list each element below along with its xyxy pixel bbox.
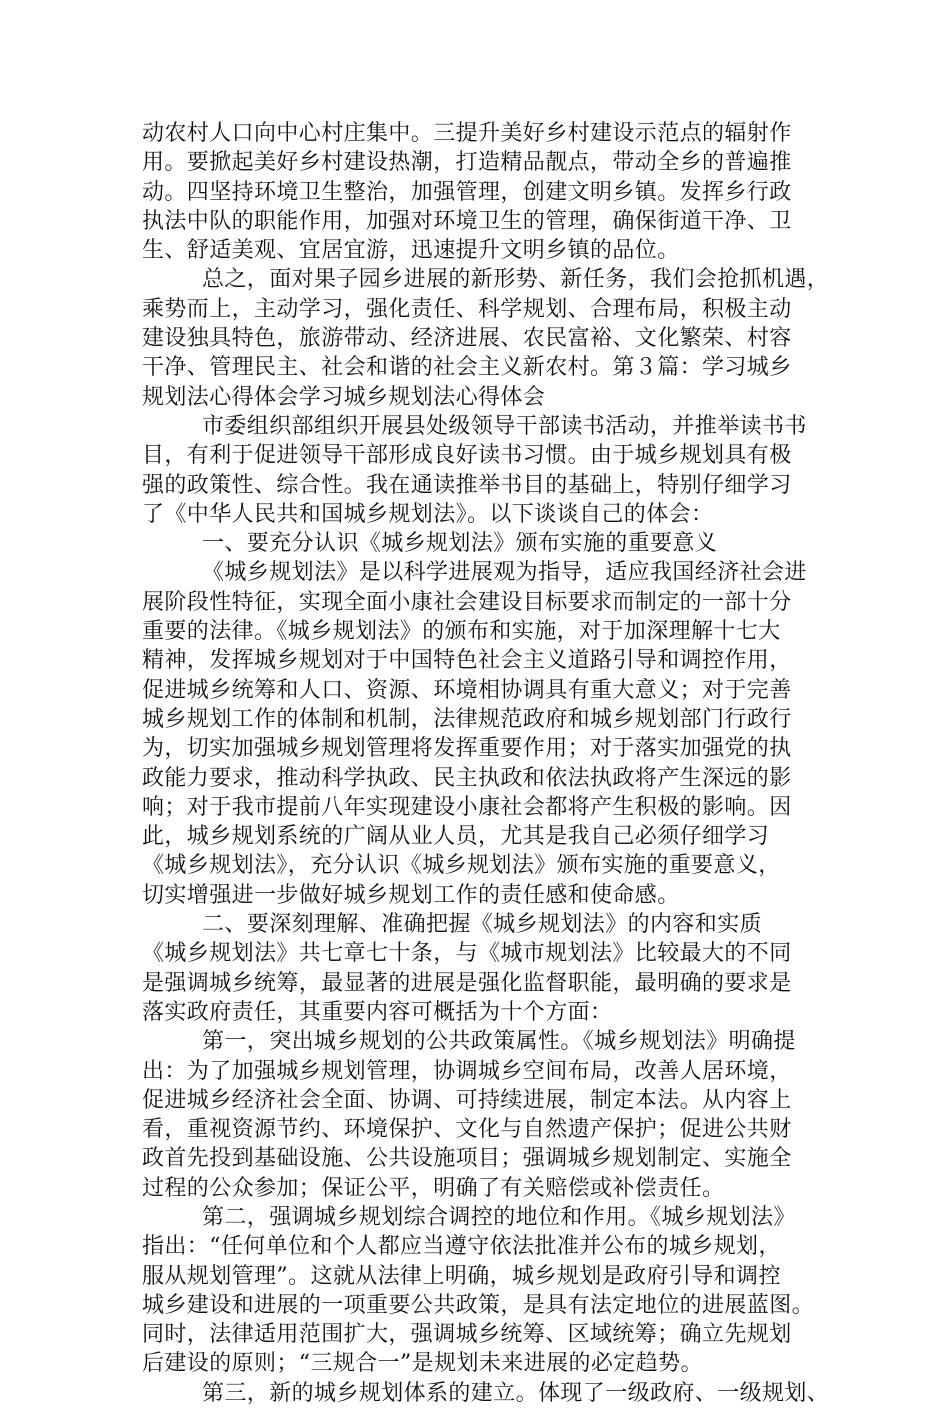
text-line: 重要的法律。《城乡规划法》的颁布和实施，对于加深理解十七大 [142, 619, 781, 645]
text-line: 用。要掀起美好乡村建设热潮，打造精品靓点，带动全乡的普遍推 [142, 150, 792, 176]
document-body [142, 119, 830, 1408]
text-line: 精神，发挥城乡规划对于中国特色社会主义道路引导和调控作用， [142, 648, 792, 674]
text-line: 同时，法律适用范围扩大，强调城乡统筹、区域统筹；确立先规划 [142, 1322, 792, 1348]
text-line: 《城乡规划法》，充分认识《城乡规划法》颁布实施的重要意义， [142, 853, 781, 879]
text-line: 强的政策性、综合性。我在通读推举书目的基础上，特别仔细学习 [142, 472, 792, 498]
text-line: 乘势而上，主动学习，强化责任、科学规划、合理布局，积极主动 [142, 296, 792, 322]
text-line: 了《中华人民共和国城乡规划法》。以下谈谈自己的体会： [142, 501, 714, 527]
text-line: 促进城乡统筹和人口、资源、环境相协调具有重大意义；对于完善 [142, 677, 792, 703]
text-line: 后建设的原则；“三规合一”是规划未来进展的必定趋势。 [142, 1351, 703, 1377]
text-line: 动。四坚持环境卫生整治，加强管理，创建文明乡镇。发挥乡行政 [142, 179, 792, 205]
text-line: 第一，突出城乡规划的公共政策属性。《城乡规划法》明确提 [202, 1029, 796, 1055]
text-line: 总之，面对果子园乡进展的新形势、新任务，我们会抢抓机遇， [202, 267, 830, 293]
text-line: 城乡建设和进展的一项重要公共政策，是具有法定地位的进展蓝图。 [142, 1292, 815, 1318]
text-line: 指出：“任何单位和个人都应当遵守依法批准并公布的城乡规划， [142, 1234, 781, 1260]
text-line: 出：为了加强城乡规划管理，协调城乡空间布局，改善人居环境， [142, 1058, 792, 1084]
text-line: 响；对于我市提前八年实现建设小康社会都将产生积极的影响。因 [142, 794, 792, 820]
text-line: 二、要深刻理解、准确把握《城乡规划法》的内容和实质 [202, 912, 763, 938]
text-line: 建设独具特色，旅游带动、经济进展、农民富裕、文化繁荣、村容 [142, 326, 792, 352]
text-line: 政能力要求，推动科学执政、民主执政和依法执政将产生深远的影 [142, 765, 792, 791]
text-line: 展阶段性特征，实现全面小康社会建设目标要求而制定的一部十分 [142, 589, 792, 615]
text-line: 第三，新的城乡规划体系的建立。体现了一级政府、一级规划、 [202, 1380, 830, 1406]
text-line: 政首先投到基础设施、公共设施项目；强调城乡规划制定、实施全 [142, 1146, 792, 1172]
text-line: 市委组织部组织开展县处级领导干部读书活动，并推举读书书 [202, 413, 807, 439]
text-line: 促进城乡经济社会全面、协调、可持续进展，制定本法。从内容上 [142, 1087, 792, 1113]
text-line: 生、舒适美观、宜居宜游，迅速提升文明乡镇的品位。 [142, 238, 680, 264]
text-line: 服从规划管理”。这就从法律上明确，城乡规划是政府引导和调控 [142, 1263, 781, 1289]
text-line: 切实增强进一步做好城乡规划工作的责任感和使命感。 [142, 882, 680, 908]
text-line: 为，切实加强城乡规划管理将发挥重要作用；对于落实加强党的执 [142, 736, 792, 762]
text-line: 一、要充分认识《城乡规划法》颁布实施的重要意义 [202, 531, 718, 557]
text-line: 城乡规划工作的体制和机制，法律规范政府和城乡规划部门行政行 [142, 706, 792, 732]
text-line: 落实政府责任，其重要内容可概括为十个方面： [142, 999, 613, 1025]
text-line: 干净、管理民主、社会和谐的社会主义新农村。第３篇：学习城乡 [142, 355, 792, 381]
text-line: 看，重视资源节约、环境保护、文化与自然遗产保护；促进公共财 [142, 1117, 792, 1143]
text-line: 《城乡规划法》是以科学进展观为指导，适应我国经济社会进 [202, 560, 807, 586]
text-line: 执法中队的职能作用，加强对环境卫生的管理，确保街道干净、卫 [142, 208, 792, 234]
text-line: 《城乡规划法》共七章七十条，与《城市规划法》比较最大的不同 [142, 941, 792, 967]
text-line: 此，城乡规划系统的广阔从业人员，尤其是我自己必须仔细学习 [142, 824, 770, 850]
text-line: 目，有利于促进领导干部形成良好读书习惯。由于城乡规划具有极 [142, 443, 792, 469]
text-line: 规划法心得体会学习城乡规划法心得体会 [142, 384, 546, 410]
text-line: 动农村人口向中心村庄集中。三提升美好乡村建设示范点的辐射作 [142, 121, 792, 146]
text-line: 是强调城乡统筹，最显著的进展是强化监督职能，最明确的要求是 [142, 970, 792, 996]
text-line: 过程的公众参加；保证公平，明确了有关赔偿或补偿责任。 [142, 1175, 725, 1201]
text-line: 第二，强调城乡规划综合调控的地位和作用。《城乡规划法》 [202, 1204, 796, 1230]
